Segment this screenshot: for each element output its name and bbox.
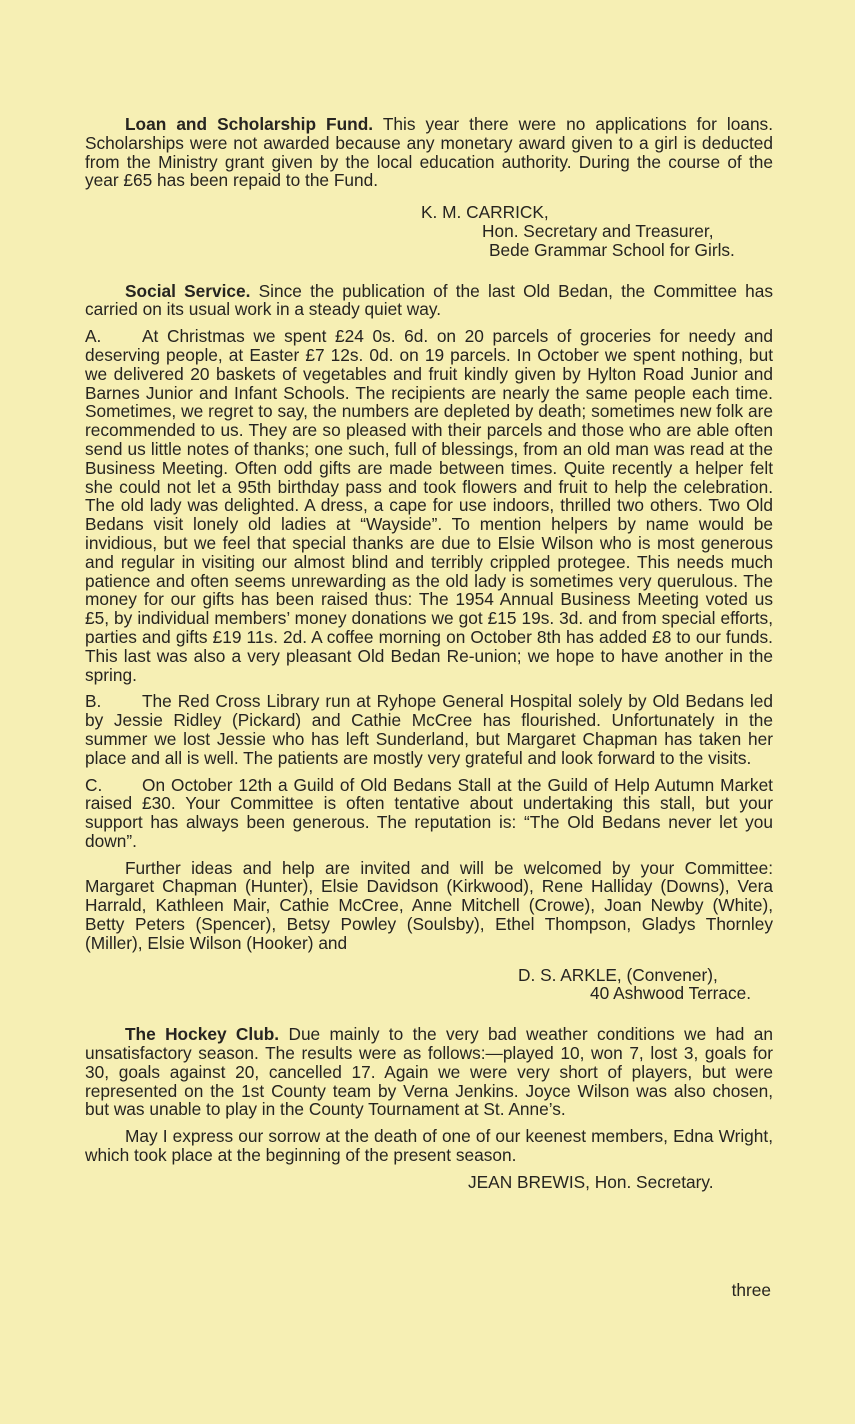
social-item-b-text: The Red Cross Library run at Ryhope General Hospital solely by Old Bedans led by Jessie Ridley (Pickard) and Cathie McCree has flourished. Unfortunately in the summer we lost Jessie who has left Sunderland, but Margaret Chapman has taken her place and all is well. The patients are mostly very grateful and look forward to the visits. <box>85 691 773 768</box>
loan-heading: Loan and Scholarship Fund. <box>125 114 374 134</box>
loan-signature-school: Bede Grammar School for Girls. <box>489 239 735 260</box>
social-item-c-letter: C. <box>85 774 103 795</box>
hockey-paragraph <box>85 1025 773 1119</box>
page-number: three <box>731 1280 771 1300</box>
hockey-heading: The Hockey Club. <box>125 1024 280 1045</box>
loan-signature-name: K. M. CARRICK, <box>421 202 549 223</box>
social-further-paragraph: Further ideas and help are invited and will be welcomed by your Committee: Margaret Chapman (Hunter), Elsie Davidson (Kirkwood), Rene Halliday (Downs), Vera Harrald, Kathleen Mair, Cathie McCree, Anne Mitchell (Crowe), Joan Newby (White), Betty Peters (Spencer), Betsy Powley (Soulsby), Ethel Thompson, Gladys Thornley (Miller), Elsie Wilson (Hooker) and <box>85 857 773 953</box>
hockey-signature: JEAN BREWIS, Hon. Secretary. <box>468 1171 714 1192</box>
social-item-c-text: On October 12th a Guild of Old Bedans Stall at the Guild of Help Autumn Market raised £30. Your Committee is often tentative about undertaking this stall, but your support has always been generous. The reputation is: “The Old Bedans never let you down”. <box>85 774 773 851</box>
loan-signature-title: Hon. Secretary and Treasurer, <box>482 220 714 241</box>
social-item-c <box>85 776 773 851</box>
loan-text: This year there were no applications for loans. Scholarships were not awarded because any monetary award given to a girl is deducted from the Ministry grant given by the local education authority. During the course of the year £65 has been repaid to the Fund. <box>85 114 773 191</box>
social-item-a-text: At Christmas we spent £24 0s. 6d. on 20 parcels of groceries for needy and deserving people, at Easter £7 12s. 0d. on 19 parcels. In October we spent nothing, but we delivered 20 baskets of vegetables and fruit kindly given by Hylton Road Junior and Barnes Junior and Infant Schools. The recipients are nearly the same people each time. Sometimes, we regret to say, the numbers are depleted by death; sometimes new folk are recommended to us. They are so pleased with their parcels and those who are able often send us little notes of thanks; one such, full of blessings, from an old man was read at the Business Meeting. Often odd gifts are made between times. Quite recently a helper felt she could not let a 95th birthday pass and took flowers and fruit to help the celebration. The old lady was delighted. A dress, a cape for use indoors, thrilled two others. Two Old Bedans visit lonely old ladies at “Wayside”. To mention helpers by name would be invidious, but we feel that special thanks are due to Elsie Wilson who is most generous and regular in visiting our almost blind and terribly crippled protegee. This needs much patience and often seems unrewarding as the old lady is sometimes very querulous. The money for our gifts has been raised thus: The 1954 Annual Business Meeting voted us £5, by individual members’ money donations we got £15 19s. 3d. and from special efforts, parties and gifts £19 11s. 2d. A coffee morning on October 8th has added £8 to our funds. This last was also a very pleasant Old Bedan Re-union; we hope to have another in the spring. <box>85 326 773 685</box>
social-paragraph <box>85 282 773 320</box>
social-signature-name: D. S. ARKLE, (Convener), <box>518 964 718 985</box>
loan-paragraph <box>85 115 773 190</box>
social-item-a-letter: A. <box>85 326 102 347</box>
social-heading: Social Service. <box>125 280 251 301</box>
social-signature-address: 40 Ashwood Terrace. <box>590 983 752 1004</box>
social-item-b-letter: B. <box>85 691 102 712</box>
social-item-b <box>85 692 773 767</box>
social-intro: Since the publication of the last Old Bedan, the Committee has carried on its usual work in a steady quiet way. <box>85 280 773 320</box>
hockey-sorrow-paragraph: May I express our sorrow at the death of one of our keenest members, Edna Wright, which took place at the beginning of the present season. <box>85 1126 773 1166</box>
hockey-text: Due mainly to the very bad weather conditions we had an unsatisfactory season. The results were as follows:—played 10, won 7, lost 3, goals for 30, goals against 20, cancelled 17. Again we were very short of players, but were represented on the 1st County team by Verna Jenkins. Joyce Wilson was also chosen, but was unable to play in the County Tournament at St. Anne’s. <box>85 1024 773 1120</box>
social-item-a <box>85 327 773 684</box>
